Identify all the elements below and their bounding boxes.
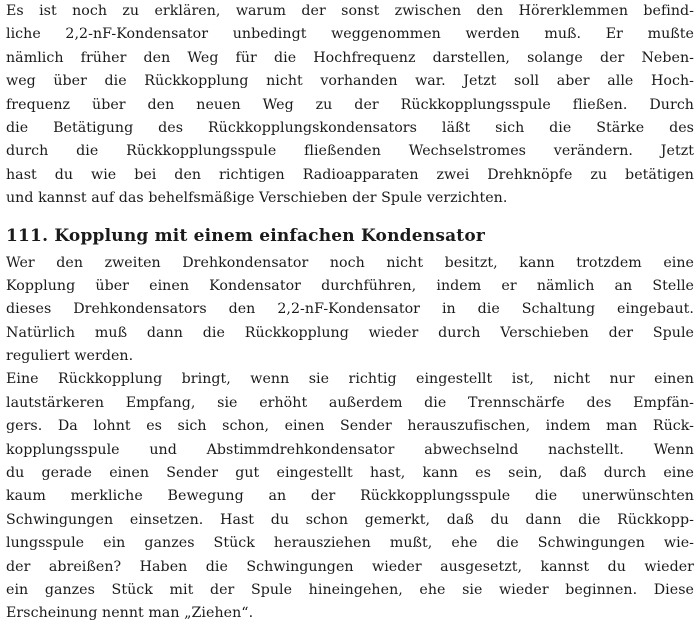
- text-line: liche 2,2-nF-Kondensator unbedingt weggenommen werden muß. Er mußte: [6, 26, 694, 43]
- text-line: Es ist noch zu erklären, warum der sonst zwischen den Hörerklemmen befind-: [6, 3, 694, 19]
- text-line: Erscheinung nennt man „Ziehen“.: [6, 605, 254, 622]
- text-line: gers. Da lohnt es sich schon, einen Sender herauszufischen, indem man Rück-: [6, 418, 694, 435]
- text-line: ein ganzes Stück mit der Spule hineingehen, ehe sie wieder beginnen. Diese: [6, 581, 694, 598]
- text-line: du gerade einen Sender gut eingestellt hast, kann es sein, daß durch eine: [6, 465, 694, 482]
- text-line: lautstärkeren Empfang, sie erhöht außerdem die Trennschärfe des Empfän-: [6, 394, 694, 411]
- text-line: durch die Rückkopplungsspule fließenden Wechselstromes verändern. Jetzt: [6, 143, 694, 160]
- text-line: kaum merkliche Bewegung an der Rückkopplungsspule die unerwünschten: [6, 488, 694, 505]
- section-heading: 111. Kopplung mit einem einfachen Kondensator: [6, 225, 486, 246]
- paragraph-intro: [6, 0, 694, 211]
- document-page: [6, 0, 694, 626]
- paragraph-feedback-effects: [6, 368, 694, 625]
- text-line: Natürlich muß dann die Rückkopplung wieder durch Verschieben der Spule: [6, 324, 694, 341]
- text-line: hast du wie bei den richtigen Radioapparaten zwei Drehknöpfe zu betätigen: [6, 166, 694, 183]
- text-line: frequenz über den neuen Weg zu der Rückkopplungsspule fließen. Durch: [6, 96, 694, 113]
- text-line: Kopplung über einen Kondensator durchführen, indem er nämlich an Stelle: [6, 277, 694, 294]
- text-line: Eine Rückkopplung bringt, wenn sie richtig eingestellt ist, nicht nur einen: [6, 371, 694, 388]
- paragraph-capacitor-coupling: [6, 252, 694, 369]
- text-line: Schwingungen einsetzen. Hast du schon gemerkt, daß du dann die Rückkopp-: [6, 511, 694, 528]
- text-line: lungsspule ein ganzes Stück herausziehen mußt, ehe die Schwingungen wie-: [6, 535, 694, 552]
- text-line: dieses Drehkondensators den 2,2-nF-Kondensator in die Schaltung eingebaut.: [6, 301, 694, 318]
- text-line: und kannst auf das behelfsmäßige Verschieben der Spule verzichten.: [6, 190, 508, 207]
- text-line: Wer den zweiten Drehkondensator noch nicht besitzt, kann trotzdem eine: [6, 254, 694, 271]
- text-line: nämlich früher den Weg für die Hochfrequenz darstellen, solange der Neben-: [6, 49, 694, 66]
- text-line: weg über die Rückkopplung nicht vorhanden war. Jetzt soll aber alle Hoch-: [6, 73, 694, 90]
- text-line: der abreißen? Haben die Schwingungen wieder ausgesetzt, kannst du wieder: [6, 558, 694, 575]
- text-line: kopplungsspule und Abstimmdrehkondensator abwechselnd nachstellt. Wenn: [6, 441, 694, 458]
- text-line: reguliert werden.: [6, 348, 134, 365]
- text-line: die Betätigung des Rückkopplungskondensators läßt sich die Stärke des: [6, 119, 694, 136]
